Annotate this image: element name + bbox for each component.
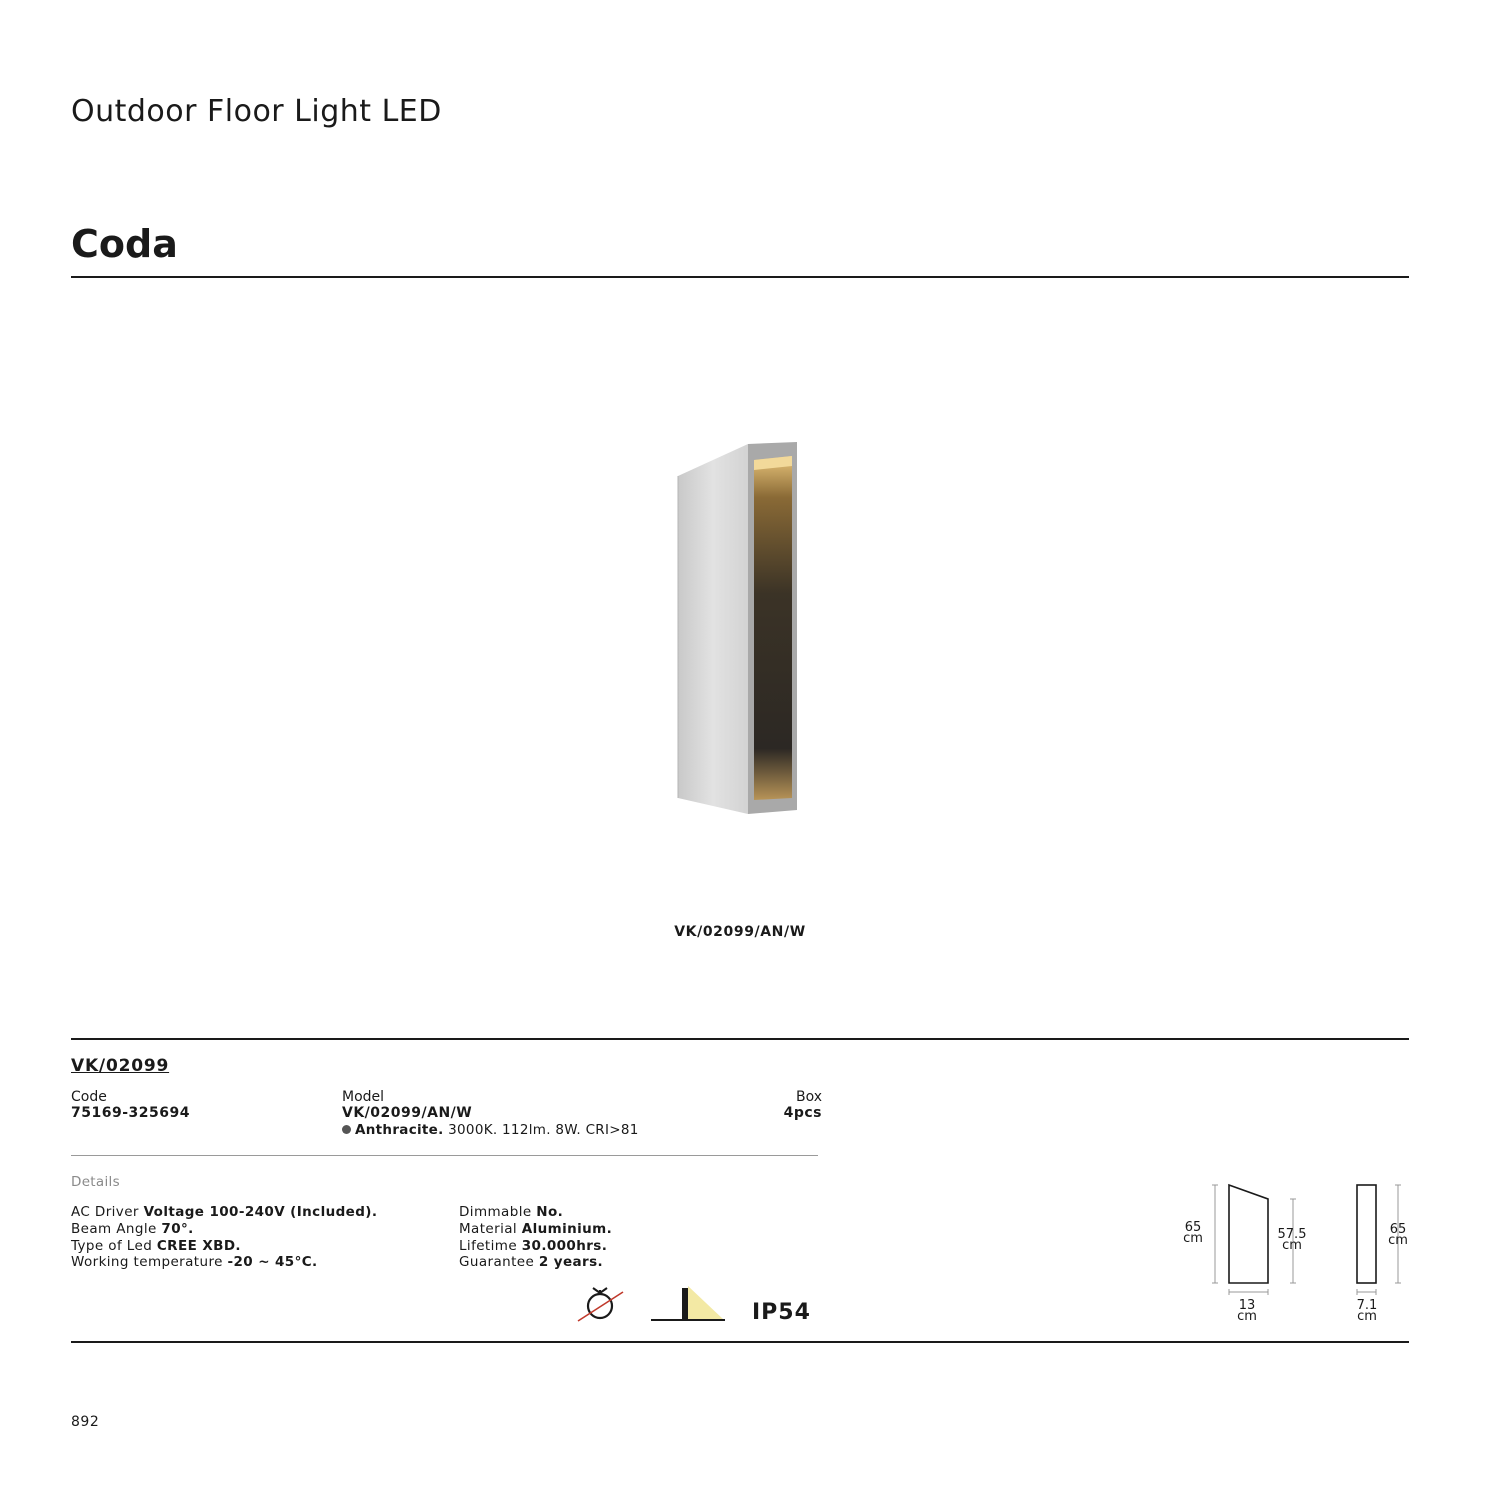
header-divider: [71, 276, 1409, 278]
dim-inner-height: 57.5 cm: [1277, 1227, 1307, 1253]
detail-item: Material Aluminium.: [459, 1220, 613, 1237]
details-right-list: [459, 1204, 612, 1271]
light-distribution-icon: [650, 1284, 726, 1324]
dim-width: 13 cm: [1237, 1298, 1257, 1324]
model-value: VK/02099/AN/W: [342, 1105, 473, 1121]
family-code: VK/02099: [71, 1056, 170, 1076]
spec-divider: [71, 1155, 818, 1156]
details-heading: Details: [71, 1174, 120, 1190]
model-label: Model: [342, 1089, 385, 1105]
dim-depth: 7.1 cm: [1356, 1298, 1378, 1324]
dim-front-height: 65 cm: [1183, 1220, 1203, 1246]
page-number: 892: [71, 1414, 100, 1430]
product-title: Coda: [71, 222, 178, 266]
code-value: 75169-325694: [71, 1105, 190, 1121]
detail-item: Dimmable No.: [459, 1204, 564, 1220]
color-variant: [342, 1122, 639, 1138]
image-caption: VK/02099/AN/W: [674, 924, 806, 940]
detail-item: Type of Led CREE XBD.: [71, 1237, 241, 1254]
section-divider: [71, 1038, 1409, 1040]
product-photo: [670, 436, 805, 821]
box-value: 4pcs: [783, 1105, 822, 1121]
details-left-list: [71, 1204, 377, 1271]
detail-item: Beam Angle 70°.: [71, 1220, 194, 1237]
non-dimmable-icon: [575, 1284, 627, 1326]
category-title: Outdoor Floor Light LED: [71, 94, 442, 129]
detail-item: Working temperature -20 ~ 45°C.: [71, 1254, 318, 1271]
dim-side-height: 65 cm: [1388, 1222, 1408, 1248]
detail-item: Guarantee 2 years.: [459, 1254, 604, 1271]
color-name: Anthracite.: [355, 1122, 444, 1138]
footer-divider: [71, 1341, 1409, 1343]
ip-rating: IP54: [752, 1300, 811, 1325]
color-specs: 3000K. 112lm. 8W. CRI>81: [448, 1122, 639, 1138]
code-label: Code: [71, 1089, 107, 1105]
detail-item: AC Driver Voltage 100-240V (Included).: [71, 1204, 378, 1220]
detail-item: Lifetime 30.000hrs.: [459, 1237, 608, 1254]
box-label: Box: [795, 1089, 822, 1105]
anthracite-swatch-icon: [342, 1125, 351, 1134]
